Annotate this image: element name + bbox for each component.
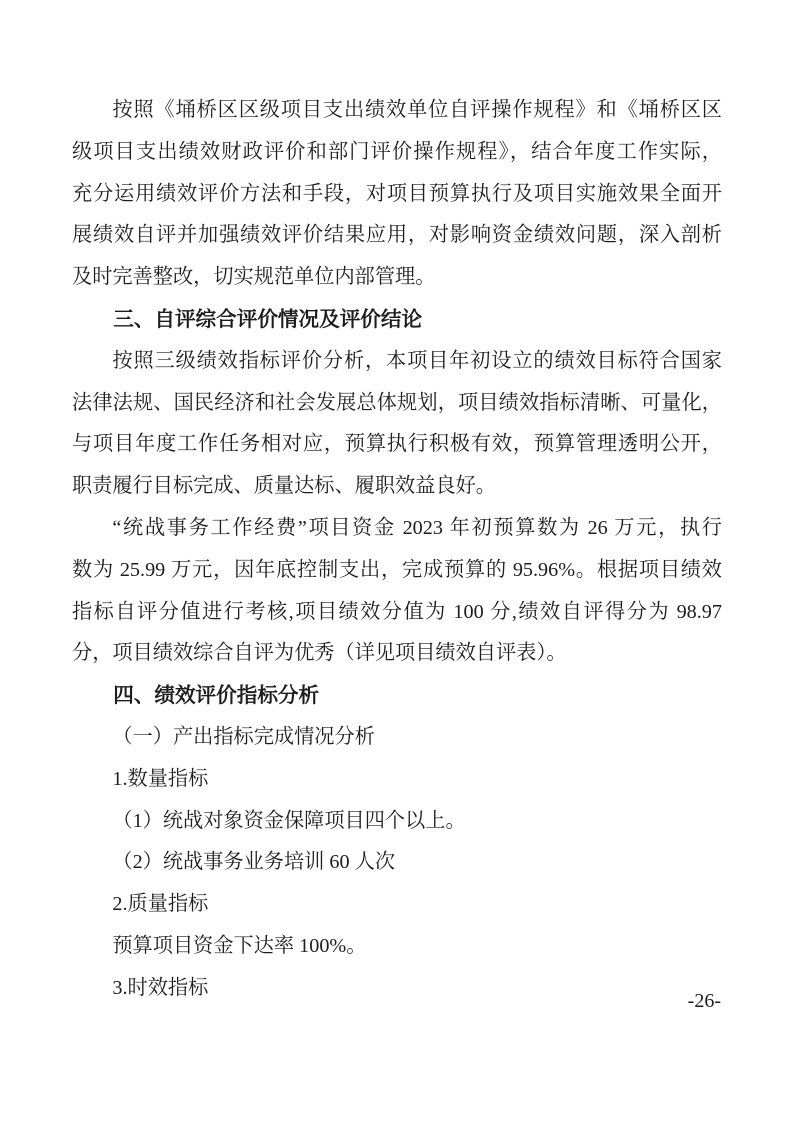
paragraph-evaluation-conclusion-line-3: 与项目年度工作任务相对应，预算执行积极有效，预算管理透明公开， [72,433,722,456]
item-quantity-point-2-line-1: （2）统战事务业务培训 60 人次 [112,851,396,874]
paragraph-evaluation-conclusion-line-2: 法律法规、国民经济和社会发展总体规划，项目绩效指标清晰、可量化， [72,391,722,414]
item-quantity-indicator-line-1: 1.数量指标 [112,767,209,790]
paragraph-project-funding-line-4: 分，项目绩效综合自评为优秀（详见项目绩效自评表）。 [72,642,567,665]
subheading-output-indicator-analysis-line-1: （一）产出指标完成情况分析 [112,725,375,748]
paragraph-project-funding-line-1: “统战事务工作经费”项目资金 2023 年初预算数为 26 万元，执行 [112,516,722,539]
paragraph-operating-procedures [72,90,722,299]
paragraph-project-funding [72,508,722,675]
item-quality-indicator-line-1: 2.质量指标 [112,893,209,916]
paragraph-operating-procedures-line-3: 充分运用绩效评价方法和手段，对项目预算执行及项目实施效果全面开 [72,182,722,205]
paragraph-operating-procedures-line-5: 及时完善整改，切实规范单位内部管理。 [72,266,436,289]
paragraph-evaluation-conclusion-line-1: 按照三级绩效指标评价分析，本项目年初设立的绩效目标符合国家 [112,349,722,372]
document-content [72,90,722,1010]
item-quality-point [72,926,722,968]
paragraph-operating-procedures-line-1: 按照《埇桥区区级项目支出绩效单位自评操作规程》和《埇桥区区 [112,99,722,121]
paragraph-evaluation-conclusion [72,341,722,508]
item-quality-point-line-1: 预算项目资金下达率 100%。 [112,934,367,957]
item-quality-indicator [72,884,722,926]
paragraph-operating-procedures-line-4: 展绩效自评并加强绩效评价结果应用，对影响资金绩效问题，深入剖析 [72,224,722,247]
item-timeliness-indicator [72,968,722,1010]
paragraph-project-funding-line-3: 指标自评分值进行考核,项目绩效分值为 100 分,绩效自评得分为 98.97 [72,600,722,623]
item-quantity-indicator [72,759,722,801]
item-timeliness-indicator-line-1: 3.时效指标 [112,976,209,999]
item-quantity-point-1 [72,801,722,843]
heading-section-three-line-1: 三、自评综合评价情况及评价结论 [113,307,423,331]
item-quantity-point-1-line-1: （1）统战对象资金保障项目四个以上。 [112,809,466,832]
item-quantity-point-2 [72,842,722,884]
paragraph-evaluation-conclusion-line-4: 职责履行目标完成、质量达标、履职效益良好。 [72,475,496,498]
subheading-output-indicator-analysis [72,717,722,759]
heading-section-four-line-1: 四、绩效评价指标分析 [113,684,320,708]
page-number: -26- [687,990,721,1012]
paragraph-project-funding-line-2: 数为 25.99 万元，因年底控制支出，完成预算的 95.96%。根据项目绩效 [72,558,722,581]
heading-section-three [72,299,722,341]
heading-section-four [72,675,722,717]
paragraph-operating-procedures-line-2: 级项目支出绩效财政评价和部门评价操作规程》，结合年度工作实际， [72,140,722,163]
